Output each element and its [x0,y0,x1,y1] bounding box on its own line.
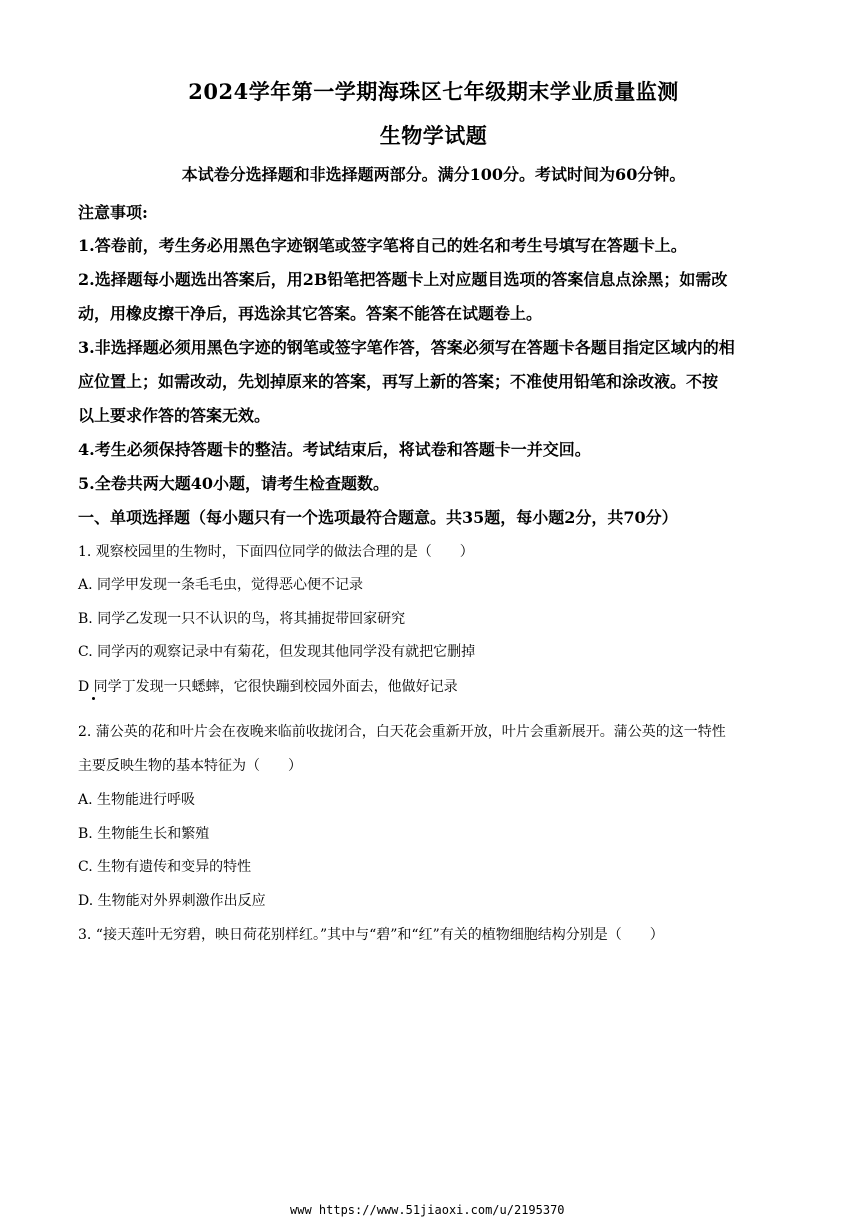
note-line: 4.考生必须保持答题卡的整洁。考试结束后，将试卷和答题卡一并交回。 [78,440,591,459]
question-2-option-b: B. 生物能生长和繁殖 [78,826,210,842]
question-2-stem-line1: 2. 蒲公英的花和叶片会在夜晚来临前收拢闭合，白天花会重新开放，叶片会重新展开。蒲公英的这一特性 [78,724,726,740]
question-3-stem: 3. “接天莲叶无穷碧，映日荷花别样红。”其中与“碧”和“红”有关的植物细胞结构分别是（ ） [78,927,664,943]
note-line: 以上要求作答的答案无效。 [78,406,271,425]
question-2-option-a: A. 生物能进行呼吸 [78,792,196,808]
note-line: 5.全卷共两大题40小题，请考生检查题数。 [78,474,389,493]
exam-intro: 本试卷分选择题和非选择题两部分。满分100分。考试时间为60分钟。 [181,165,686,184]
question-2-option-d: D. 生物能对外界刺激作出反应 [78,893,266,909]
note-line: 应位置上；如需改动，先划掉原来的答案，再写上新的答案；不准使用铅笔和涂改液。不按 [78,372,719,391]
question-2-option-c: C. 生物有遗传和变异的特性 [78,859,252,875]
note-line: 2.选择题每小题选出答案后，用2B铅笔把答题卡上对应题目选项的答案信息点涂黑；如需改 [78,270,728,289]
exam-title: 2024学年第一学期海珠区七年级期末学业质量监测 [188,79,679,104]
option-d-dot [92,697,95,700]
question-1-option-c: C. 同学丙的观察记录中有菊花，但发现其他同学没有就把它删掉 [78,644,476,660]
note-line: 动，用橡皮擦干净后，再选涂其它答案。答案不能答在试题卷上。 [78,304,543,323]
question-1-option-b: B. 同学乙发现一只不认识的鸟，将其捕捉带回家研究 [78,611,406,627]
footer-watermark-link[interactable]: www https://www.51jiaoxi.com/u/2195370 [290,1203,565,1217]
question-1-option-a: A. 同学甲发现一条毛毛虫，觉得恶心便不记录 [78,577,364,593]
question-1-option-d: D 同学丁发现一只蟋蟀，它很快蹦到校园外面去，他做好记录 [78,679,458,695]
question-1-stem: 1. 观察校园里的生物时，下面四位同学的做法合理的是（ ） [78,544,474,560]
note-line: 1.答卷前，考生务必用黑色字迹钢笔或签字笔将自己的姓名和考生号填写在答题卡上。 [78,236,687,255]
question-2-stem-line2: 主要反映生物的基本特征为（ ） [78,758,302,774]
section-heading: 一、单项选择题（每小题只有一个选项最符合题意。共35题，每小题2分，共70分） [78,508,678,527]
notes-heading: 注意事项: [78,203,148,222]
exam-subtitle: 生物学试题 [379,123,488,148]
note-line: 3.非选择题必须用黑色字迹的钢笔或签字笔作答，答案必须写在答题卡各题目指定区域内的相 [78,338,735,357]
